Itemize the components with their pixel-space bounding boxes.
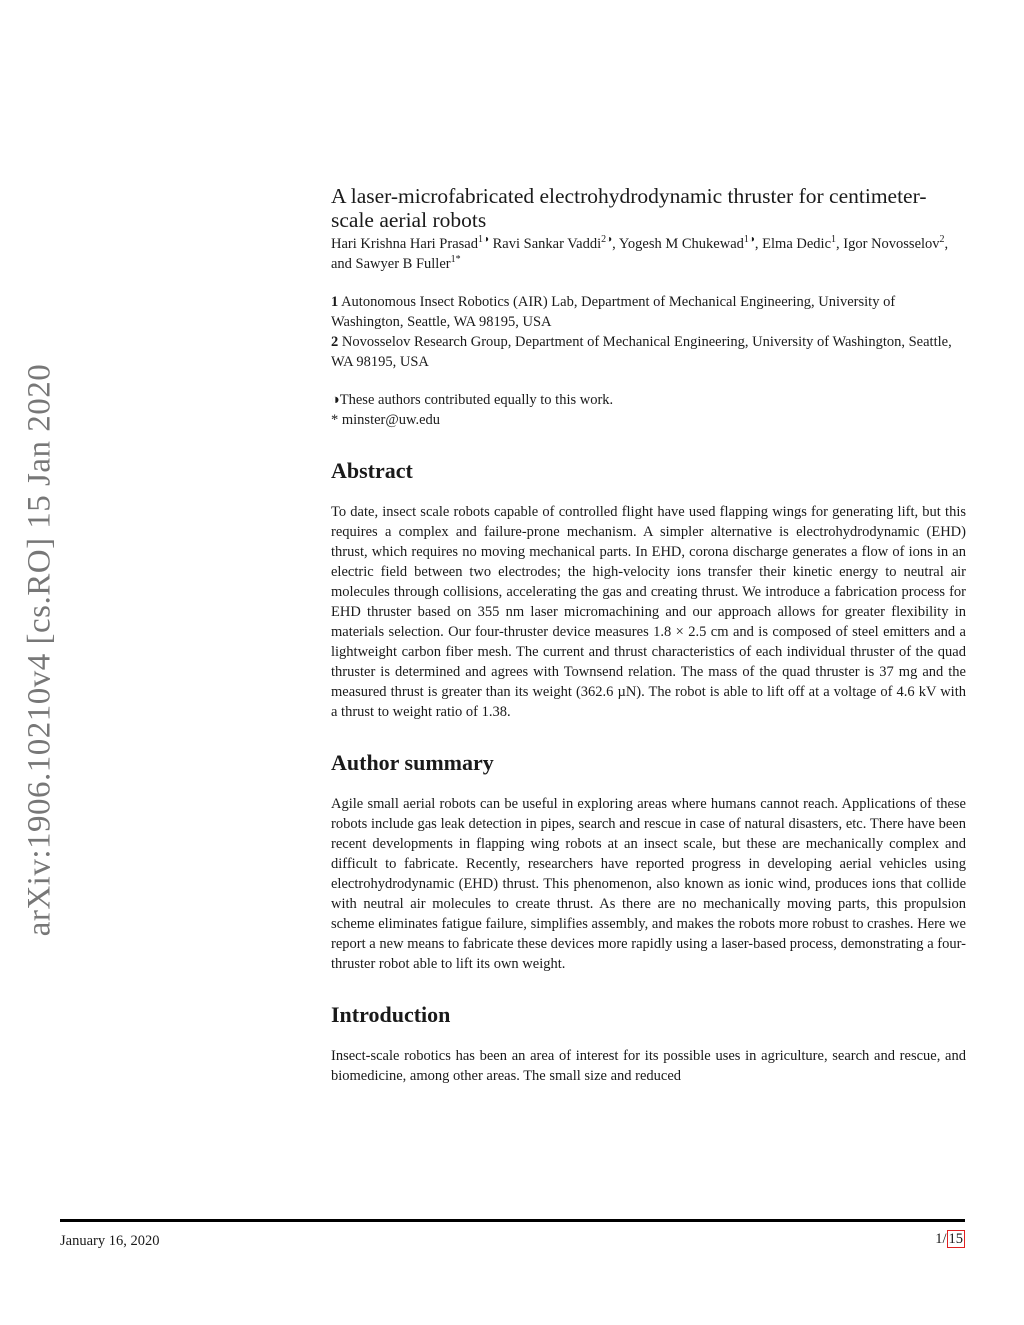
author-notes [331,390,966,430]
equal-contribution-note: ◑These authors contributed equally to this work. [331,392,614,408]
affiliation-2 [331,332,966,372]
corresponding-email[interactable]: * minster@uw.edu [331,412,441,428]
author-mark: 1◑ [743,234,755,246]
affiliation-number: 1 [331,294,339,310]
author-mark: 2 [939,234,945,246]
abstract-text: To date, insect scale robots capable of controlled flight have used flapping wings for generating lift, but this requires a complex and failure-prone mechanism. A simpler alternative is electrohydrodynamic (EHD) thrust, which requires no moving mechanical parts. In EHD, corona discharge generates a flow of ions in an electric field between two electrodes; the high-velocity ions transfer their kinetic energy to neutral air molecules through collisions, accelerating the gas and creating thrust. We introduce a fabrication process for EHD thruster based on 355 nm laser micromachining and our approach allows for greater flexibility in materials selection. Our four-thruster device measures 1.8 × 2.5 cm and is composed of steel emitters and a lightweight carbon fiber mesh. The current and thrust characteristics of each individual thruster of the quad thruster is determined and agrees with Townsend relation. The mass of the quad thruster is 37 mg and the measured thrust is greater than its weight (362.6 µN). The robot is able to lift off at a voltage of 4.6 kV with a thrust to weight ratio of 1.38. [331,504,966,720]
author-mark: 1* [450,254,461,266]
page-number [935,1231,965,1248]
author-name: Ravi Sankar Vaddi [489,236,602,252]
footer-date: January 16, 2020 [60,1233,160,1249]
author-name: Hari Krishna Hari Prasad [331,236,478,252]
page-total-link[interactable]: 15 [948,1231,963,1247]
author-summary-text: Agile small aerial robots can be useful in exploring areas where humans cannot reach. Applications of these robots include gas leak detection in pipes, search and rescue in case of natural disasters, etc. There have been recent developments in flapping wing robots at an insect scale, but these are mechanically complex and difficult to fabricate. Recently, researchers have reported progress in developing aerial vehicles using electrohydrodynamic (EHD) thrust. This phenomenon, also known as ionic wind, produces ions that collide with neutral air molecules to create thrust. As there are no mechanically moving parts, this propulsion scheme eliminates fatigue failure, simplifies assembly, and makes the robots more robust to crashes. Here we report a new means to fabricate these devices more rapidly using a laser-based process, demonstrating a four-thruster robot able to lift its own weight. [331,796,966,972]
author-mark: 2◑ [601,234,613,246]
author-name: , Igor Novosselov [836,236,940,252]
footer-rule [60,1219,965,1222]
author-name: , and Sawyer B Fuller [331,236,949,272]
author-name: , Yogesh M Chukewad [612,236,744,252]
page-current: 1/ [935,1231,947,1247]
paper-title: A laser-microfabricated electrohydrodynamic thruster for centimeter-scale aerial robots [331,184,927,232]
author-mark: 1 [831,234,837,246]
abstract-heading: Abstract [331,458,413,483]
paper-content [331,184,966,1086]
arxiv-stamp [0,360,80,940]
introduction-heading: Introduction [331,1002,451,1027]
affiliation-text: Novosselov Research Group, Department of Mechanical Engineering, University of Washington, Seattle, WA 98195, USA [331,334,952,370]
author-list [331,234,966,274]
author-name: , Elma Dedic [754,236,832,252]
affiliation-text: Autonomous Insect Robotics (AIR) Lab, Department of Mechanical Engineering, University of Washington, Seattle, WA 98195, USA [331,294,896,330]
author-mark: 1◑ [477,234,490,246]
affiliation-1 [331,292,966,332]
affiliation-number: 2 [331,334,339,350]
arxiv-identifier: arXiv:1906.10210v4 [cs.RO] 15 Jan 2020 [21,363,58,937]
affiliations [331,292,966,372]
author-summary-heading: Author summary [331,750,494,775]
introduction-text: Insect-scale robotics has been an area of interest for its possible uses in agriculture, search and rescue, and biomedicine, among other areas. The small size and reduced [331,1048,966,1084]
